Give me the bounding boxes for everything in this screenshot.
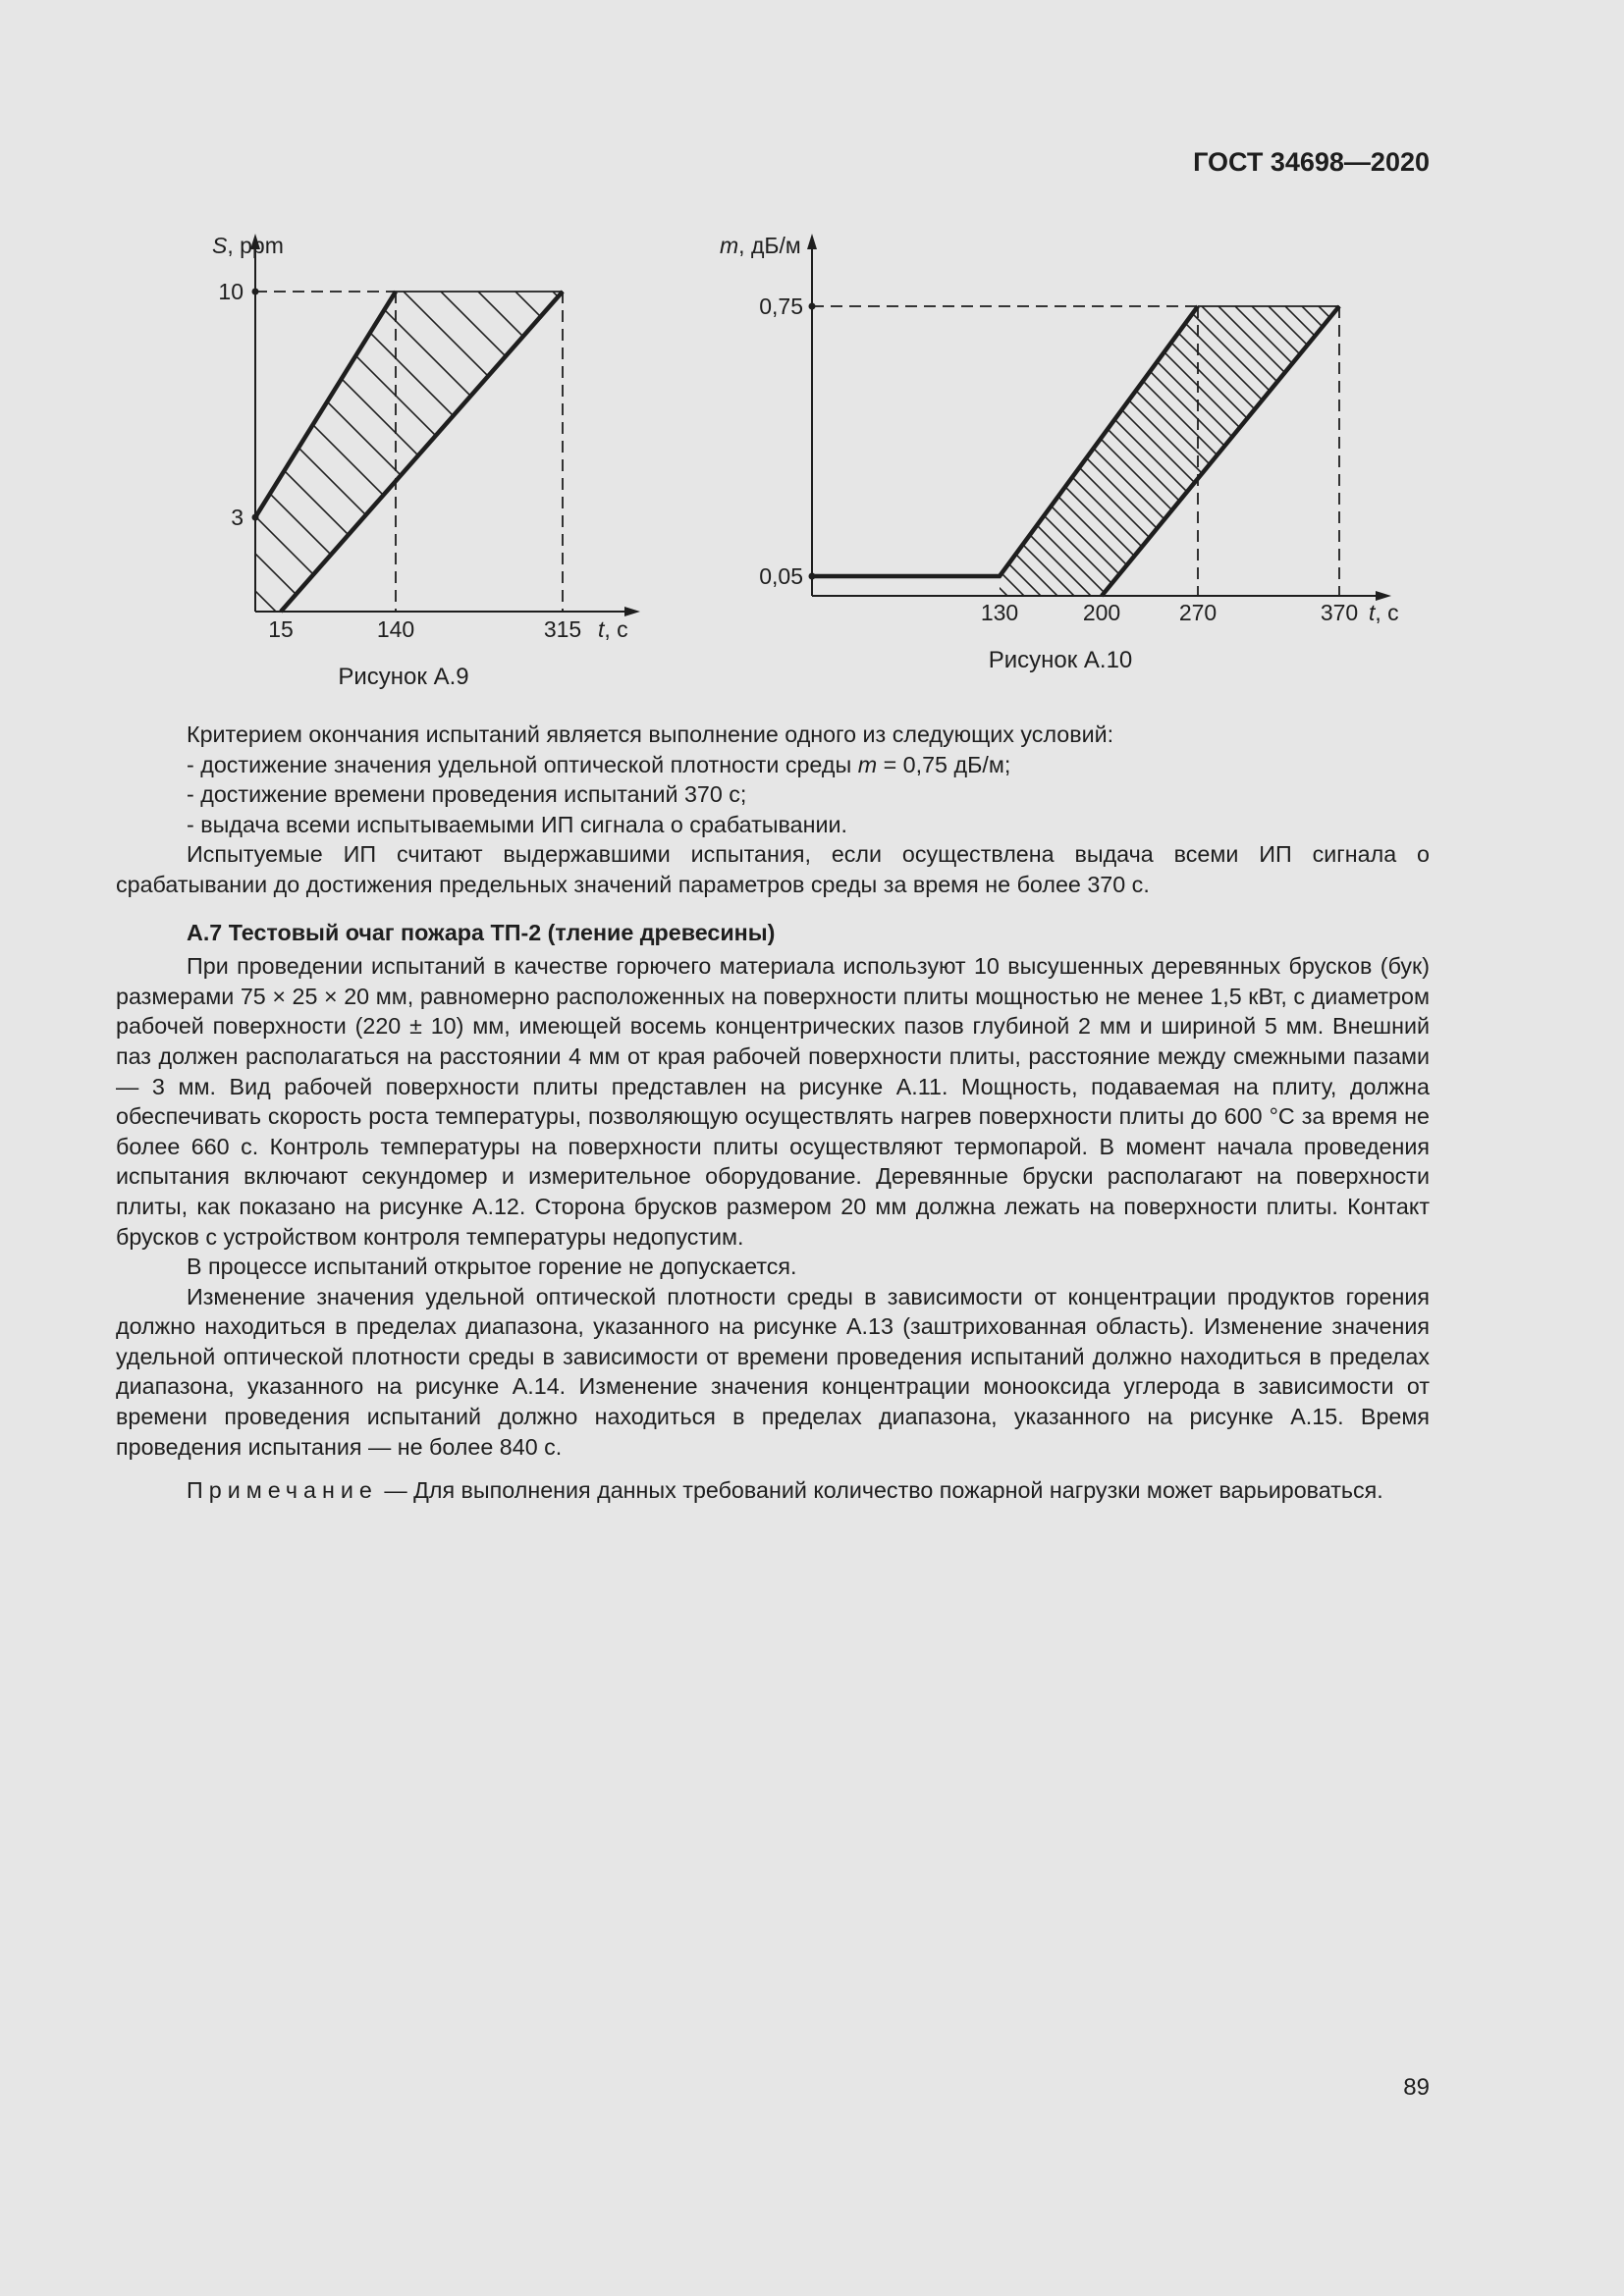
hatch-line bbox=[744, 299, 1049, 604]
hatch-line bbox=[728, 299, 1032, 604]
hatch-line bbox=[828, 299, 1132, 604]
document-header: ГОСТ 34698—2020 bbox=[1193, 147, 1430, 177]
hatch-line bbox=[794, 299, 1099, 604]
hatch-line bbox=[1212, 299, 1516, 604]
y-tick-label-10: 10 bbox=[218, 279, 244, 304]
y-tick-label-3: 3 bbox=[231, 505, 244, 530]
x-tick-label-140: 140 bbox=[376, 616, 415, 642]
criterion-item-3: - выдача всеми испытываемыми ИП сигнала о срабатывании. bbox=[116, 810, 1430, 840]
y-tick-label-075: 0,75 bbox=[759, 294, 803, 319]
x-axis-arrow bbox=[624, 607, 640, 616]
hatch-line bbox=[1245, 299, 1549, 604]
y-axis-label: S, ppm bbox=[212, 233, 284, 258]
hatch-line bbox=[1328, 299, 1624, 604]
hatch-line bbox=[285, 285, 619, 618]
hatch-line bbox=[878, 299, 1182, 604]
hatch-line bbox=[1111, 299, 1416, 604]
hatch-line bbox=[0, 285, 283, 618]
figure-caption: Рисунок А.10 bbox=[988, 647, 1133, 673]
page-number: 89 bbox=[1403, 2074, 1430, 2101]
hatch-line bbox=[1061, 299, 1366, 604]
hatch-line bbox=[1562, 299, 1624, 604]
hatch-line bbox=[1145, 299, 1449, 604]
tick-dot-y005 bbox=[809, 573, 816, 580]
hatch-line bbox=[1095, 299, 1399, 604]
hatch-line bbox=[1596, 299, 1624, 604]
x-tick-label-15: 15 bbox=[268, 616, 294, 642]
hatch-line bbox=[210, 285, 544, 618]
body-text bbox=[116, 720, 1430, 1506]
x-axis-label: t, с bbox=[598, 616, 628, 642]
criterion-item-2: - достижение времени проведения испытаний 370 с; bbox=[116, 779, 1430, 810]
x-tick-label-200: 200 bbox=[1082, 600, 1121, 625]
hatch-line bbox=[1345, 299, 1624, 604]
criterion-item-1: - достижение значения удельной оптической плотности среды m = 0,75 дБ/м; bbox=[116, 750, 1430, 780]
hatch-line bbox=[1379, 299, 1624, 604]
hatch-line bbox=[995, 299, 1299, 604]
lower-boundary-line bbox=[1102, 306, 1339, 596]
hatch-line bbox=[1228, 299, 1533, 604]
hatch-line bbox=[24, 285, 357, 618]
hatch-line bbox=[1278, 299, 1583, 604]
figure-a9-chart bbox=[157, 226, 668, 697]
hatch-line bbox=[1495, 299, 1624, 604]
x-tick-label-270: 270 bbox=[1178, 600, 1218, 625]
hatch-line bbox=[1545, 299, 1624, 604]
hatch-line bbox=[1128, 299, 1433, 604]
upper-boundary-line bbox=[812, 306, 1198, 576]
hatch-line bbox=[1178, 299, 1483, 604]
upper-boundary-line bbox=[255, 292, 396, 517]
hatch-line bbox=[1078, 299, 1382, 604]
note: Примечание — Для выполнения данных требований количество пожарной нагрузки может варьироваться. bbox=[187, 1477, 1383, 1504]
hatch-line bbox=[173, 285, 507, 618]
tick-dot-y075 bbox=[809, 303, 816, 310]
hatch-line bbox=[1295, 299, 1599, 604]
hatch-line bbox=[945, 299, 1249, 604]
hatch-line bbox=[1479, 299, 1624, 604]
hatch-line bbox=[1429, 299, 1624, 604]
hatch-line bbox=[1412, 299, 1624, 604]
hatch-line bbox=[1395, 299, 1624, 604]
hatch-line bbox=[1462, 299, 1624, 604]
x-tick-label-315: 315 bbox=[543, 616, 582, 642]
x-axis-label: t, с bbox=[1369, 600, 1399, 625]
hatch-line bbox=[778, 299, 1082, 604]
hatch-line bbox=[1579, 299, 1624, 604]
lower-boundary-line bbox=[281, 292, 563, 612]
hatch-line bbox=[1195, 299, 1499, 604]
hatch-line bbox=[1028, 299, 1332, 604]
hatch-line bbox=[677, 299, 982, 604]
hatch-line bbox=[98, 285, 432, 618]
hatch-line bbox=[1512, 299, 1624, 604]
passed-paragraph: Испытуемые ИП считают выдержавшими испытания, если осуществлена выдача всеми ИП сигнала о срабатывании до достижения предельных значений параметров среды за время не более 370 с. bbox=[116, 841, 1430, 897]
tick-dot-y10 bbox=[252, 289, 259, 295]
hatch-line bbox=[434, 285, 768, 618]
hatch-region-a10 bbox=[677, 299, 1624, 604]
hatch-line bbox=[0, 285, 245, 618]
y-axis-label: m, дБ/м bbox=[720, 233, 801, 258]
hatch-line bbox=[1162, 299, 1466, 604]
hatch-line bbox=[1445, 299, 1624, 604]
x-tick-label-130: 130 bbox=[980, 600, 1019, 625]
x-tick-label-370: 370 bbox=[1320, 600, 1359, 625]
note-label: Примечание bbox=[187, 1477, 378, 1504]
hatch-line bbox=[811, 299, 1115, 604]
hatch-line bbox=[844, 299, 1149, 604]
y-axis-arrow bbox=[807, 234, 817, 249]
paragraph-3: Изменение значения удельной оптической плотности среды в зависимости от концентрации продуктов горения должно находиться в пределах диапазона, указанного на рисунке А.13 (заштрихованная область). Изменение значения удельной оптической плотности среды в зависимости от времени проведения испытаний должно находиться в пределах диапазона, указанного на рисунке А.14. Изменение значения концентрации монооксида углерода в зависимости от времени проведения испытаний должно находиться в пределах диапазона, указанного на рисунке А.15. Время проведения испытания — не более 840 с. bbox=[116, 1283, 1430, 1460]
criterion-intro: Критерием окончания испытаний является выполнение одного из следующих условий: bbox=[187, 721, 1114, 747]
tick-dot-y3 bbox=[252, 514, 259, 521]
hatch-line bbox=[397, 285, 731, 618]
paragraph-1: При проведении испытаний в качестве горючего материала используют 10 высушенных деревянных брусков (бук) размерами 75 × 25 × 20 мм, равномерно расположенных на поверхности плиты мощностью не менее 1,5 кВт, с диаметром рабочей поверхности (220 ± 10) мм, имеющей восемь концентрических пазов глубиной 2 мм и шириной 5 мм. Внешний паз должен располагаться на расстоянии 4 мм от края рабочей поверхности плиты, расстояние между смежными пазами — 3 мм. Вид рабочей поверхности плиты представлен на рисунке А.11. Мощность, подаваемая на плиту, должна обеспечивать скорость роста температуры, позволяющую осуществлять нагрев поверхности плиты до 600 °С за время не более 660 с. Контроль температуры на поверхности плиты осуществляют термопарой. В момент начала проведения испытания включают секундомер и измерительное оборудование. Деревянные бруски располагают на поверхности плиты, как показано на рисунке А.12. Сторона брусков размером 20 мм должна лежать на поверхности плиты. Контакт брусков с устройством контроля температуры недопустим. bbox=[116, 953, 1430, 1250]
hatch-line bbox=[1011, 299, 1316, 604]
hatch-line bbox=[694, 299, 999, 604]
y-tick-label-005: 0,05 bbox=[759, 563, 803, 589]
figure-caption: Рисунок А.9 bbox=[338, 664, 469, 690]
hatch-line bbox=[0, 285, 320, 618]
hatch-line bbox=[61, 285, 395, 618]
hatch-line bbox=[711, 299, 1015, 604]
hatch-line bbox=[1612, 299, 1624, 604]
paragraph-2: В процессе испытаний открытое горение не допускается. bbox=[187, 1254, 797, 1280]
hatch-line bbox=[761, 299, 1065, 604]
figure-a10-chart bbox=[720, 226, 1434, 677]
hatch-line bbox=[1529, 299, 1624, 604]
hatch-line bbox=[1312, 299, 1616, 604]
hatch-line bbox=[894, 299, 1199, 604]
hatch-line bbox=[928, 299, 1232, 604]
hatch-line bbox=[1362, 299, 1624, 604]
section-heading: А.7 Тестовый очаг пожара ТП-2 (тление древесины) bbox=[187, 919, 776, 945]
hatch-line bbox=[322, 285, 656, 618]
